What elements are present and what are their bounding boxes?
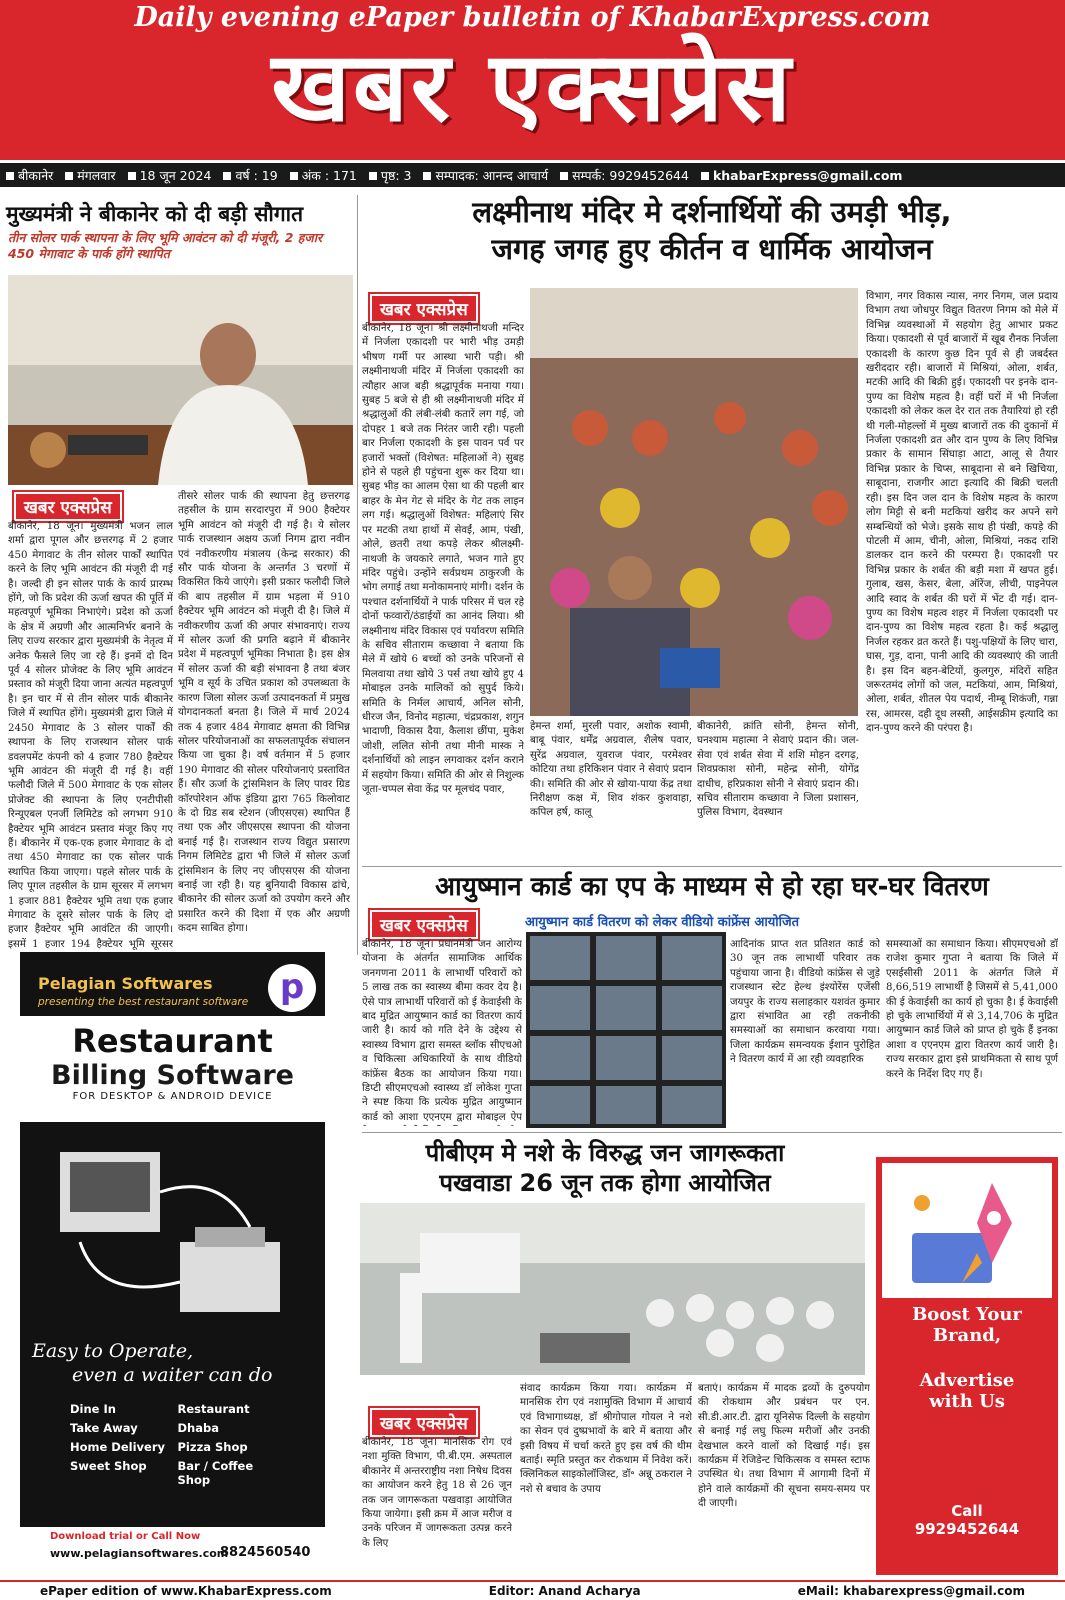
column-divider [357, 195, 358, 955]
feature-item: Pizza Shop [177, 1440, 248, 1454]
pelagian-title2: Billing Software [51, 1060, 294, 1091]
article2-column-2: हेमन्त शर्मा, मुरली पवार, अशोक स्वामी, बाबू पंवार, धर्मेंद्र अग्रवाल, शैलेष पवार, सुरेंद्र अग्रवाल, युवराज पंवार, परमेश्वर कोटिया तथा हरिकिशन पंवार ने सेवाएं प्रदान की। समिति की ओर से खोया-पाया केंद्र तथा निरीक्षण कक्ष में, शिव शंकर कुशवाहा, कपिल हर्ष, कालू [530, 721, 692, 819]
article3-badge: खबर एक्सप्रेस [370, 910, 478, 939]
article4-column-2: संवाद कार्यक्रम किया गया। कार्यक्रम में मानसिक रोग एवं नशामुक्ति विभाग में आचार्य एवं विभागाध्यक्ष, डॉ श्रीगोपाल गोयल ने नशे का सेवन एवं दुष्प्रभावों के बारे में बताया और इसी विषय में चर्चा करते हुए इस वर्ष की थीम बताई। स्मृति प्रस्तुत कर रोकथाम में निवेश करें। क्लिनिकल साइकोलॉजिस्ट, डॉ॰ अन्नू ठकराल ने नशे से बचाव के उपाय [520, 1383, 692, 1495]
pelagian-logo-icon: p [268, 964, 316, 1012]
info-day: मंगलवार [65, 167, 115, 184]
article2-column-1: बीकानेर, 18 जून। श्री लक्ष्मीनाथजी मन्दिर में निर्जला एकादशी पर भारी भीड़ उमड़ी भीषण गर्मी पर आस्था भारी पड़ी। श्री लक्ष्मीनाथजी मंदिर में निर्जला एकादशी का त्यौहार आज बड़ी श्रद्धापूर्वक मनाया गया। सुबह 5 बजे से ही श्री लक्ष्मीनाथजी मंदिर में श्रद्धालुओं की लंबी-लंबी कतारें लग गई, जो दोपहर 1 बजे तक निरंतर जारी रही। पहली बार निर्जला एकादशी के इस पावन पर्व पर हजारों भक्तों (विशेषत: महिलाओं ने) सुबह होने से पहले ही पहुंचना शुरू कर दिया था। सुबह भीड़ का आलम ऐसा था की पहली बार बाहर के मेन गेट से मंदिर के गेट तक लाइन लग गई। श्रद्धालुओं विशेषत: महिलाएं सिर पर मटकी तथा हाथों में सेवईं, आम, पंखी, ओले, छतरी तथा कपड़े लेकर श्रीलक्ष्मी-नाथजी के जयकारे लगाते, भजन गाते हुए मंदिर पहुंचे। उन्होंने सर्वप्रथम ठाकुरजी के भोग लगाई तथा मनोकामनाएं मांगी। दर्शन के पश्चात दर्शनार्थियों ने पार्क परिसर में चल रहे दोनों फव्वारों/ठंडाईयों का आनंद लिया। श्री लक्ष्मीनाथ मंदिर विकास एवं पर्यावरण समिति के सचिव सीताराम कच्छावा ने बताया कि मेले में खोये 6 बच्चों को उनके परिजनों से मिलवाया तथा खोये 3 पर्स तथा खोये हुए 4 मोबाइल उनके मालिकों को सुपुर्द किये। समिति के निर्मल आचार्य, अनिल सोनी, धीरज जैन, विनोद महात्मा, चंद्रप्रकाश, शगुन भादाणी, विकास दैया, कैलाश छींपा, मुकेश जोशी, ललित सोनी तथा मीनी मास्क ने दर्शनार्थियों को लाइन लगवाकर दर्शन कराने में सहयोग किया। समिति की ओर से निशुल्क जूता-चप्पल सेवा केंद्र पर मूलचंद पवार, [362, 323, 524, 795]
article4-column-1: बीकानेर, 18 जून। मानसिक रोग एवं नशा मुक्ति विभाग, पी.बी.एम. अस्पताल बीकानेर में अन्तरराष्ट्रीय नशा निषेध दिवस का आयोजन करने हेतु 18 से 26 जून तक जन जागरूकता पखवाड़ा आयोजित किया जायेगा। इसी क्रम में आज मरीज व उनके परिजन में जागरूकता उत्पन्न करने के लिए [362, 1437, 512, 1549]
video-conference-photo-image [526, 932, 726, 1128]
pelagian-easy-line1: Easy to Operate, [32, 1340, 194, 1362]
article3-column-1: बीकानेर, 18 जून। प्रधानमंत्री जन आरोग्य योजना के अंतर्गत सामाजिक आर्थिक जनगणना 2011 के लाभार्थी परिवारों को 5 लाख तक का स्वास्थ्य बीमा कवर देय है। ऐसे पात्र लाभार्थी परिवारों को ई केवाईसी के बाद मुद्रित आयुष्मान कार्ड का वितरण कार्य जारी है। कार्य को गति देने के उद्देश्य से स्वास्थ्य विभाग द्वारा समस्त ब्लॉक सीएचओ व चिकित्सा अधिकारियों के साथ वीडियो कांफ्रेंस बैठक का आयोजन किया गया। डिप्टी सीएमएचओ स्वास्थ्य डॉ लोकेश गुप्ता ने स्पष्ट किया कि प्रत्येक मुद्रित आयुष्मान कार्ड को आशा एएनएम द्वारा मोबाइल ऐप [362, 939, 522, 1123]
article1-headline: मुख्यमंत्री ने बीकानेर को दी बड़ी सौगात [6, 202, 304, 226]
info-editor: सम्पादक: आनन्द आचार्य [423, 167, 548, 184]
cm-meeting-photo-image [8, 275, 353, 485]
masthead-title: खबर एक्सप्रेस [271, 31, 794, 143]
article1-column-2: तीसरे सोलर पार्क की स्थापना हेतु छत्तरगढ़ तहसील के ग्राम सरदारपुरा में 900 हैक्टेयर भूमि आवंटन को मंजूरी दी गई है। ये सोलर पार्क राजस्थान अक्षय ऊर्जा निगम द्वारा नवीन एवं नवीकरणीय मंत्रालय (केन्द्र सरकार) की सौर पार्क योजना के अन्तर्गत 3 चरणों में विकसित किये जाएंगे। इसी प्रकार फलौदी जिले की बाप तहसील में ग्राम भड़ला में 910 हैक्टेयर भूमि आवंटन को मंजूरी दी है। जिले में नवीकरणीय ऊर्जा की अपार संभावनाएं। राज्य में सोलर ऊर्जा की प्रगति बढ़ाने में बीकानेर प्रदेश में महत्वपूर्ण भूमिका निभाता है। इस क्षेत्र में सोलर ऊर्जा की बड़ी संभावना है तथा बंजर भूमि व सूर्य के उचित प्रकाश को उपलब्धता के कारण जिला सोलर ऊर्जा उत्पादनकर्ता में प्रमुख योगदानकर्ता बनता है। जिले में मार्च 2024 तक 4 हजार 484 मेगावाट क्षमता की विभिन्न सोलर परियोजनाओं का सफलतापूर्वक संचालन किया जा चुका है। वर्ष वर्तमान में 5 हजार 190 मेगावाट की सोलर परियोजनाएं प्रस्तावित हैं। सौर ऊर्जा के ट्रांसमिशन के लिए पावर ग्रिड कॉरपोरेशन ऑफ इंडिया द्वारा 765 किलोवाट के दो ग्रिड सब स्टेशन (जीएसएस) स्थापित हैं तथा एक और जीएसएस स्थापना की योजना बनाई गई है। राजस्थान राज्य विद्युत प्रसारण निगम लिमिटेड द्वारा भी जिले में सोलर ऊर्जा ट्रांसमिशन के लिए नए जीएसएस की योजना बनाई जा रही है। यह बुनियादी विकास ढांचे, बीकानेर की सोलर ऊर्जा को उपयोग करने और प्रसारित करने की दिशा में एक और अग्रणी कदम साबित होगा। [178, 491, 350, 935]
boost-phone[interactable]: 9929452644 [914, 1520, 1020, 1538]
section-divider [362, 866, 1062, 867]
article2-column-3: बीकानेरी, क्रांति सोनी, हेमन्त सोनी, घनश्याम महात्मा ने सेवाएं प्रदान की। जल-सेवा एवं शर्बत सेवा में शशि मोहन दरगढ़, शिवप्रकाश सोनी, महेन्द्र सोनी, योगेंद्र दाधीच, हरिप्रकाश सोनी ने सेवाएं प्रदान की। सचिव सीताराम कच्छावा ने जिला प्रशासन, पुलिस विभाग, देवस्थान [697, 721, 859, 819]
feature-item: Home Delivery [70, 1440, 166, 1454]
temple-crowd-photo [530, 288, 858, 716]
feature-item: Dhaba [177, 1421, 219, 1435]
pelagian-slogan: presenting the best restaurant software [38, 996, 249, 1008]
boost-line3: Advertise [919, 1370, 1015, 1391]
info-date: 18 जून 2024 [128, 167, 212, 184]
pbm-awareness-photo-image [360, 1203, 865, 1375]
info-page: पृष्ठ: 3 [369, 167, 412, 184]
article1-badge: खबर एक्सप्रेस [14, 492, 122, 521]
article3-column-2: आदिनांक प्राप्त शत प्रतिशत कार्ड को 30 जून तक लाभार्थी परिवार तक पहुंचाया जाना है। वीडियो कांफ्रेंस से जुड़े राजस्थान स्टेट हेल्थ इंश्योरेंस एजेंसी जयपुर के राज्य सलाहकार यशवंत कुमार द्वारा संभावित आ रही तकनीकी समस्याओं का समाधान करवाया गया। जिला कार्यक्रम समन्वयक ईशान पुरोहित ने वितरण कार्य में आ रही व्यवहारिक [730, 939, 880, 1066]
pbm-awareness-photo [360, 1203, 865, 1375]
cm-meeting-photo [8, 275, 353, 485]
feature-item: Take Away [70, 1421, 138, 1435]
rocket-illustration [882, 1163, 1052, 1298]
feature-item: Dine In [70, 1402, 116, 1416]
pelagian-brand: Pelagian Softwares [38, 974, 213, 993]
article4-column-3: बताएं। कार्यक्रम में मादक द्रव्यों के दुरुपयोग की रोकथाम और प्रबंधन पर एन. सी.डी.आर.टी. द्वारा यूनिसेफ दिल्ली के सहयोग से बनाई गई लघु फिल्म मरीजों और उनकी देखभाल करने वालों को दिखाई गई। इस कार्यक्रम में रेजिडेन्ट चिकित्सक व समस्त स्टाफ उपस्थित थे। तथा विभाग में आगामी दिनों में होने वाले कार्यक्रमों की सूचना समय-समय पर दी जाएगी। [698, 1383, 870, 1510]
boost-line1: Boost Your [912, 1304, 1022, 1325]
pos-terminal-illustration [40, 1132, 305, 1332]
info-email[interactable]: khabarExpress@gmail.com [701, 168, 903, 183]
article4-headline-line1: पीबीएम मे नशे के विरुद्ध जन जागरूकता [425, 1139, 785, 1167]
boost-line4: with Us [929, 1391, 1005, 1412]
boost-line2: Brand, [932, 1325, 1002, 1346]
pelagian-title1: Restaurant [72, 1022, 273, 1060]
article1-column-1: बीकानेर, 18 जून। मुख्यमंत्री भजन लाल शर्मा द्वारा पूगल और छत्तरगढ़ में 2 हजार 450 मेगावाट के तीन सोलर पार्कों स्थापित करने के लिए भूमि आवंटन की मंजूरी दी गई है। जल्दी ही इन सोलर पार्क के कार्य प्रारम्भ होंगे, जो कि प्रदेश की ऊर्जा खपत की पूर्ति में महत्वपूर्ण भूमिका निभाएंगे। प्रदेश को ऊर्जा के क्षेत्र में अग्रणी और आत्मनिर्भर बनाने के लिए राज्य सरकार द्वारा मुख्यमंत्री के नेतृत्व में अनेक फैसले लिए जा रहे हैं। इनमें दो दिन पूर्व 4 सोलर प्रोजेक्ट के लिए भूमि आवंटन प्रस्ताव को मंजूरी दिया जाना अत्यंत महत्वपूर्ण है। इन चार में से तीन सोलर पार्क बीकानेर जिले में स्थापित होंगे। मुख्यमंत्री द्वारा जिले में 2450 मेगावाट के 3 सोलर पार्कों की स्थापना के लिए राजस्थान सोलर पार्क डवलपमेंट कंपनी को 4 हजार 780 हैक्टेयर भूमि आवंटन की मंजूरी दी गई है। वहीं फलौदी जिले में 500 मेगावाट के एक सोलर प्रोजेक्ट की स्थापना के लिए एनटीपीसी रिन्यूएबल एनर्जी लिमिटेड को लगभग 910 हैक्टेयर भूमि आवंटन प्रस्ताव मंजूर किए गए हैं। बीकानेर में एक-एक हजार मेगावाट के दो तथा 450 मेगावाट का एक सोलर पार्क स्थापित किया जाएगा। पहले सोलर पार्क के लिए पूगल तहसील के ग्राम सूरसर में लगभग 1 हजार 881 हैक्टेयर भूमि तथा एक हजार मेगावाट के दूसरे सोलर पार्क के लिए दो हजार हैक्टेयर भूमि आवंटित की जाएगी। इसमें 1 हजार 194 हैक्टेयर भूमि सूरसर [8, 521, 173, 950]
article4-badge: खबर एक्सप्रेस [370, 1408, 478, 1437]
pelagian-feature-list [70, 1402, 285, 1487]
temple-crowd-photo-image [530, 288, 858, 716]
info-issue: अंक : 171 [290, 167, 357, 184]
article4-headline-line2: पखवाडा 26 जून तक होगा आयोजित [439, 1169, 771, 1197]
pelagian-phone[interactable]: 8824560540 [220, 1545, 311, 1560]
pelagian-url[interactable]: www.pelagiansoftwares.com [50, 1547, 229, 1560]
footer-right[interactable]: eMail: khabarexpress@gmail.com [797, 1584, 1025, 1598]
footer [0, 1580, 1065, 1600]
boost-call-label: Call [951, 1502, 983, 1520]
feature-item: Bar / Coffee Shop [177, 1459, 254, 1487]
article3-column-3: समस्याओं का समाधान किया। सीएमएचओ डॉ राजेश कुमार गुप्ता ने बताया कि जिले में एसईसीसी 2011 के अंतर्गत जिले में 8,66,519 लाभार्थी है जिसमें से 5,41,000 की ई केवाईसी का कार्य हो चुका है। ई केवाईसी हो चुके लाभार्थियों में से 3,14,706 के मुद्रित आयुष्मान कार्ड जिले को प्राप्त हो चुके हैं इनका आशा व एएनएम द्वारा वितरण कार्य जारी है। राज्य सरकार द्वारा इसे प्राथमिकता से साथ पूर्ण करने के निर्देश दिए गए हैं। [886, 939, 1058, 1080]
info-bar [0, 163, 1065, 187]
info-contact: सम्पर्क: 9929452644 [560, 167, 689, 184]
article1-subhead: तीन सोलर पार्क स्थापना के लिए भूमि आवंटन को दी मंजूरी, 2 हजार 450 मेगावाट के पार्क होंगे स्थापित [8, 230, 323, 261]
section-divider [362, 1132, 1062, 1133]
info-city: बीकानेर [6, 167, 53, 184]
footer-center: Editor: Anand Acharya [488, 1584, 641, 1598]
pelagian-platforms: FOR DESKTOP & ANDROID DEVICE [72, 1091, 273, 1102]
feature-item: Sweet Shop [70, 1459, 147, 1473]
pelagian-ad[interactable] [20, 952, 325, 1572]
article3-headline: आयुष्मान कार्ड का एप के माध्यम से हो रहा घर-घर वितरण [435, 872, 989, 902]
footer-left[interactable]: ePaper edition of www.KhabarExpress.com [40, 1584, 332, 1598]
rocket-icon [882, 1163, 1052, 1298]
video-conference-photo [526, 932, 726, 1128]
article2-column-4: विभाग, नगर विकास न्यास, नगर निगम, जल प्रदाय विभाग तथा जोधपुर विद्युत वितरण निगम को मेले में विभिन्न व्यवस्थाओं में सहयोग हेतु आभार प्रकट किया। एकादशी से पूर्व बाजारों में खूब रौनक निर्जला एकादशी के कारण कुछ दिन पूर्व से ही जबर्दस्त खरीददार रही। बाजारों में मिश्रियां, ओला, शर्बत, मटकी आदि की बिक्री हुई। एकादशी पर इनके दान-पुण्य का विशेष महत्व है। वहीं घरों में भी निर्जला एकादशी को लेकर कल देर रात तक तैयारियां हो रही थी गली-मोहल्लों में मुख्य बाजारों तक की दुकानों में निर्जला एकादशी व्रत और दान पुण्य के लिए विभिन्न प्रकार के सामान सिंघाड़ा आटा, आलू से तैयार विभिन्न प्रकार के चिप्स, साबूदाना से बने खिचिया, साबूदाना, राजगीर आटा इत्यादि की बिक्री चलती रही। इस दिन जल दान के विशेष महत्व के कारण लोग मिट्टी से बनी मटकियां खरीद कर अपने सगे सम्बन्धियों को भेजे। इसके साथ ही पंखी, कपड़े की पोटली में आम, चीनी, ओला, मिश्रियां, नकद राशि डालकर दान करने की परम्परा है। एकादशी पर विभिन्न प्रकार के शर्बत की बड़ी मशा में खपत हुई। गुलाब, खस, केसर, बेला, ऑरेंज, लीची, पाइनेपल आदि स्वाद के शर्बत की घरों में भेंट दी गई। दान-पुण्य का विशेष महत्व शहर में निर्जला एकादशी पर दान-पुण्य का विशेष महत्व रहता है। कई श्रद्धालु निर्जल रहकर व्रत करते हैं। पशु-पक्षियों के लिए चारा, घास, गुड़, दाना, पानी आदि की व्यवस्थाएं की जाती है। इस दिन बहन-बेटियों, कुलगुरु, मंदिरों सहित जरूरतमंद लोगों को जल, मटकियां, आम, मिश्रियां, ओला, शर्बत, शीतल पेय पदार्थ, नीम्बू शिकंजी, गन्ना रस, आमरस, दही दूध लस्सी, आईसक्रीम इत्यादि का दान-पुण्य करने की परंपरा है। [866, 291, 1058, 735]
masthead-tagline: Daily evening ePaper bulletin of KhabarExpress.com [134, 2, 931, 33]
info-year: वर्ष : 19 [223, 167, 277, 184]
feature-item: Restaurant [177, 1402, 250, 1416]
advertise-ad[interactable] [876, 1157, 1058, 1575]
pelagian-easy-line2: even a waiter can do [72, 1364, 273, 1386]
article2-headline-line2: जगह जगह हुए कीर्तन व धार्मिक आयोजन [491, 232, 933, 266]
article2-headline-line1: लक्ष्मीनाथ मंदिर मे दर्शनार्थियों की उमड़ी भीड़, [472, 195, 952, 229]
article3-subhead: आयुष्मान कार्ड वितरण को लेकर वीडियो कांफ्रेंस आयोजित [525, 915, 800, 930]
pelagian-cta: Download trial or Call Now [50, 1531, 201, 1542]
article2-badge: खबर एक्सप्रेस [370, 294, 478, 323]
